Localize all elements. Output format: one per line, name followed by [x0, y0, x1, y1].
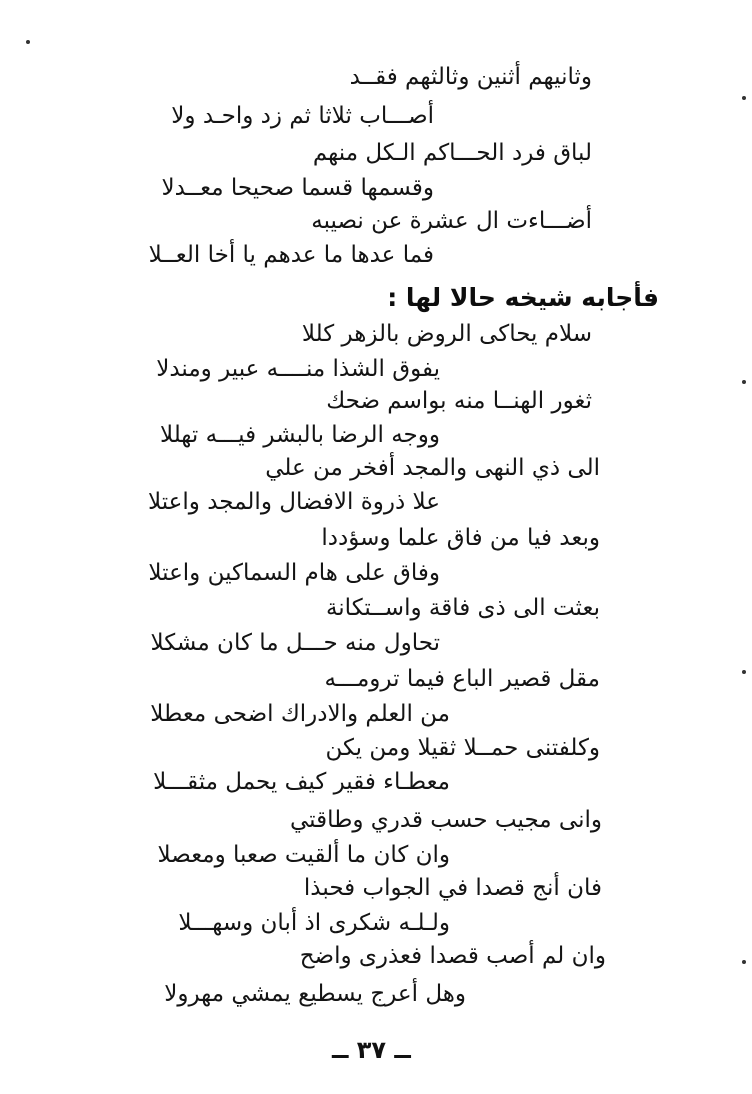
section-heading: فأجابه شيخه حالا لها : [387, 283, 659, 312]
verse-line: وثانيهم أثنين وثالثهم فقــد [349, 64, 592, 90]
verse-line: لباق فرد الحـــاكم الـكل منهم [312, 140, 592, 166]
verse-line: وهل أعرج يسطيع يمشي مهرولا [164, 981, 466, 1007]
verse-line: ولـلـه شكرى اذ أبان وسهـــلا [178, 910, 450, 936]
verse-line: وكلفتنى حمــلا ثقيلا ومن يكن [325, 735, 600, 761]
verse-line: مقل قصير الباع فيما ترومـــه [324, 666, 600, 692]
verse-line: علا ذروة الافضال والمجد واعتلا [148, 489, 440, 515]
verse-line: وفاق على هام السماكين واعتلا [148, 560, 440, 586]
verse-line: أصـــاب ثلاثا ثم زد واحـد ولا [171, 103, 434, 129]
verse-line: يفوق الشذا منــــه عبير ومندلا [156, 356, 440, 382]
corner-mark [26, 40, 30, 44]
verse-line: الى ذي النهى والمجد أفخر من علي [265, 455, 600, 481]
verse-line: وبعد فيا من فاق علما وسؤددا [321, 525, 600, 551]
verse-line: معطـاء فقير كيف يحمل مثقـــلا [153, 769, 450, 795]
verse-line: وانى مجيب حسب قدري وطاقتي [289, 807, 602, 833]
margin-mark [742, 960, 746, 964]
verse-line: بعثت الى ذى فاقة واســتكانة [325, 595, 600, 621]
verse-line: أضـــاءت ال عشرة عن نصيبه [311, 208, 592, 234]
verse-line: من العلم والادراك اضحى معطلا [150, 701, 450, 727]
page-number: ــ ٣٧ ــ [332, 1036, 411, 1064]
margin-mark [742, 380, 746, 384]
verse-line: سلام يحاكى الروض بالزهر كللا [301, 321, 592, 347]
verse-line: وقسمها قسما صحيحا معــدلا [161, 175, 434, 201]
verse-line: وان كان ما ألقيت صعبا ومعصلا [157, 842, 450, 868]
verse-line: تحاول منه حـــل ما كان مشكلا [150, 630, 440, 656]
margin-mark [742, 670, 746, 674]
verse-line: وان لم أصب قصدا فعذرى واضح [299, 943, 606, 969]
verse-line: ووجه الرضا بالبشر فيـــه تهللا [159, 422, 440, 448]
margin-mark [742, 96, 746, 100]
verse-line: فما عدها ما عدهم يا أخا العــلا [148, 242, 434, 268]
verse-line: فان أنج قصدا في الجواب فحبذا [303, 875, 602, 901]
verse-line: ثغور الهنــا منه بواسم ضحك [326, 388, 592, 414]
